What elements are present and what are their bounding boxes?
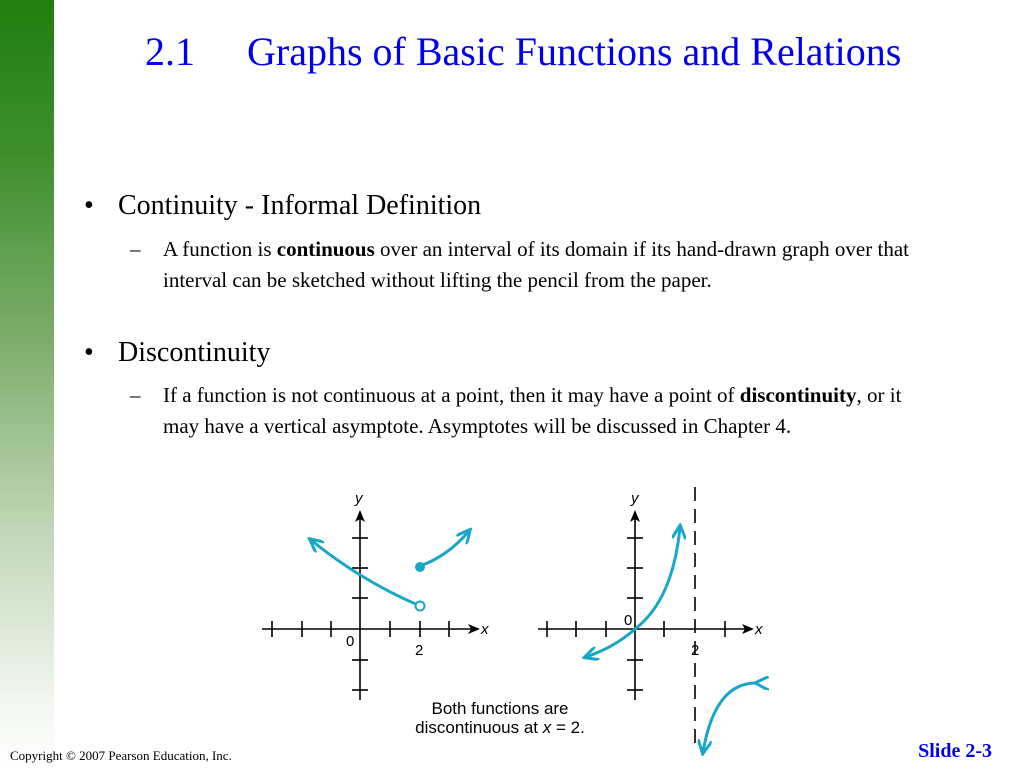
caption-line-1: Both functions are: [431, 699, 569, 718]
graph1-tick-label-2: 2: [415, 642, 424, 659]
graph2-tick-label-2: 2: [691, 642, 700, 659]
sub-text-before: If a function is not continuous at a point, then it may have a point of: [163, 383, 740, 407]
graph2-y-label: y: [631, 490, 639, 507]
graph1-y-label: y: [355, 490, 363, 507]
graph2-x-label: x: [755, 621, 763, 638]
graph1-right-curve: [420, 531, 469, 566]
term-continuous: continuous: [276, 237, 375, 261]
title-text: Graphs of Basic Functions and Relations: [247, 29, 902, 74]
graph-1: [262, 490, 489, 700]
graph1-x-label: x: [481, 621, 489, 638]
sub-text-after: , or it may have a vertical asymptote. Asymptotes will be discussed in Chapter 4.: [163, 383, 902, 438]
caption-prefix: discontinuous at: [415, 718, 543, 737]
term-discontinuity: discontinuity: [739, 383, 857, 407]
figure-caption: [390, 699, 610, 737]
graph2-left-branch-lower: [586, 629, 635, 657]
graph2-left-branch-upper: [635, 527, 680, 629]
caption-line-2: [390, 718, 610, 737]
sub-text-before: A function is: [163, 237, 277, 261]
graph1-open-endpoint: [416, 602, 425, 611]
bullet-marker: •: [84, 337, 94, 368]
bullet-heading: Discontinuity: [118, 337, 271, 368]
caption-suffix: = 2.: [551, 718, 585, 737]
graph2-origin-label: 0: [624, 612, 633, 629]
caption-variable: x: [542, 718, 552, 737]
graph2-right-branch: [703, 683, 757, 752]
graph1-origin-label: 0: [346, 633, 355, 650]
sub-marker: –: [130, 383, 141, 407]
bullet-heading: Continuity - Informal Definition: [118, 190, 482, 221]
graph1-closed-endpoint: [415, 562, 425, 572]
section-number: 2.1: [145, 29, 195, 74]
copyright-footer: Copyright © 2007 Pearson Education, Inc.: [10, 748, 232, 763]
slide-number: Slide 2-3: [918, 740, 992, 762]
sub-text-after: over an interval of its domain if its hand-drawn graph over that interval can be sketched without lifting the pencil from the paper.: [163, 237, 909, 292]
sub-marker: –: [130, 237, 141, 261]
bullet-marker: •: [84, 190, 94, 221]
graph1-left-curve: [311, 540, 418, 605]
